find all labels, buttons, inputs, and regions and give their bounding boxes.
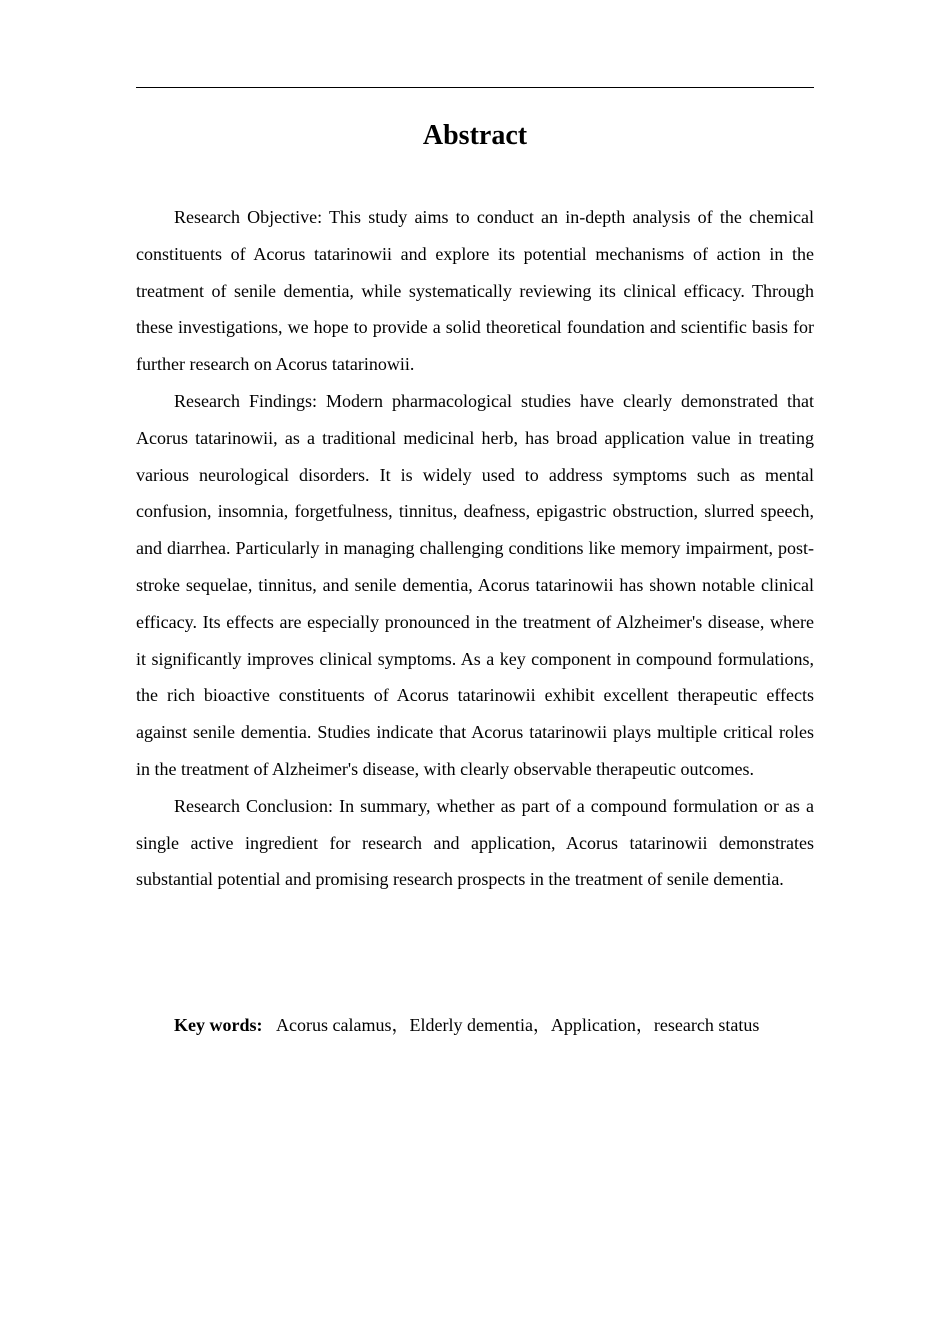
keywords-label: Key words: xyxy=(174,1015,263,1035)
paragraph-conclusion: Research Conclusion: In summary, whether as part of a compound formulation or as a single active ingredient for research and application, Acorus tatarinowii demonstrates substantial potential and promising research prospects in the treatment of senile dementia. xyxy=(136,795,814,890)
keywords-line xyxy=(174,1007,814,1043)
paragraph-findings: Research Findings: Modern pharmacological studies have clearly demonstrated that Acorus tatarinowii, as a traditional medicinal herb, has broad application value in treating various neurological disorders. It is widely used to address symptoms such as mental confusion, insomnia, forgetfulness, tinnitus, deafness, epigastric obstruction, slurred speech, and diarrhea. Particularly in managing challenging conditions like memory impairment, post-stroke sequelae, tinnitus, and senile dementia, Acorus tatarinowii has shown notable clinical efficacy. Its effects are especially pronounced in the treatment of Alzheimer's disease, where it significantly improves clinical symptoms. As a key component in compound formulations, the rich bioactive constituents of Acorus tatarinowii exhibit excellent therapeutic effects against senile dementia. Studies indicate that Acorus tatarinowii plays multiple critical roles in the treatment of Alzheimer's disease, with clearly observable therapeutic outcomes. xyxy=(136,390,814,779)
header-rule xyxy=(136,87,814,88)
abstract-body xyxy=(136,199,814,898)
paragraph-objective: Research Objective: This study aims to conduct an in-depth analysis of the chemical constituents of Acorus tatarinowii and explore its potential mechanisms of action in the treatment of senile dementia, while systematically reviewing its clinical efficacy. Through these investigations, we hope to provide a solid theoretical foundation and scientific basis for further research on Acorus tatarinowii. xyxy=(136,207,814,375)
keywords-value: Acorus calamus，Elderly dementia，Application，research status xyxy=(276,1015,760,1035)
abstract-title: Abstract xyxy=(422,120,528,151)
